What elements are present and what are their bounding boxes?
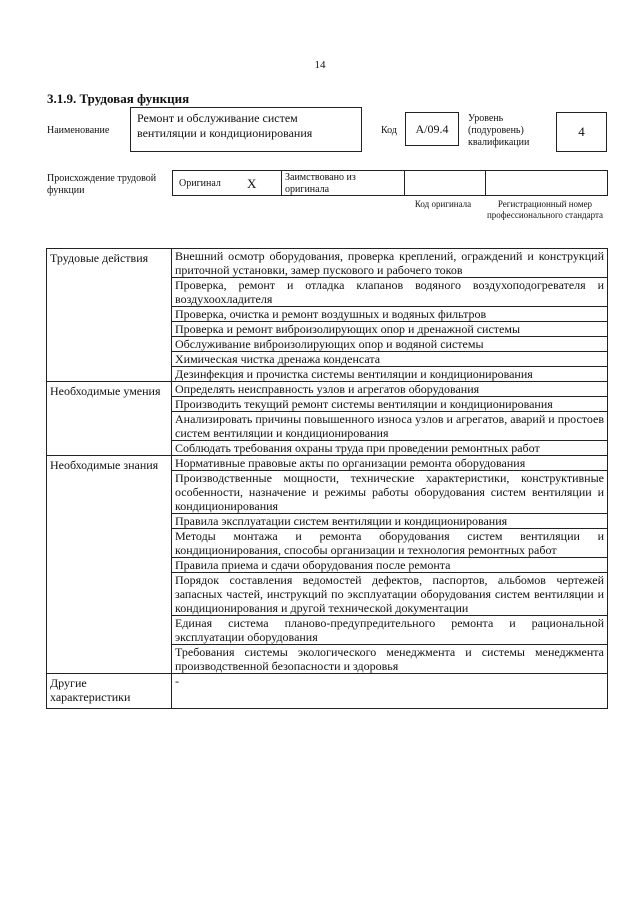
item-cell: Обслуживание виброизолирующих опор и водяной системы — [172, 337, 608, 352]
code-label: Код — [381, 125, 397, 136]
item-cell: Правила приема и сдачи оборудования после ремонта — [172, 558, 608, 573]
table-row — [47, 456, 608, 471]
origin-label: Происхождение трудовой функции — [47, 173, 157, 196]
item-cell: Химическая чистка дренажа конденсата — [172, 352, 608, 367]
item-cell: Определять неисправность узлов и агрегатов оборудования — [172, 382, 608, 397]
original-label: Оригинал — [179, 178, 221, 189]
table-row — [47, 674, 608, 709]
level-value-box: 4 — [556, 112, 607, 152]
table-row — [47, 382, 608, 397]
original-mark: X — [247, 176, 257, 191]
section-title: 3.1.9. Трудовая функция — [47, 91, 190, 106]
item-cell: Порядок составления ведомостей дефектов, паспортов, альбомов чертежей запасных частей, инструкций по эксплуатации оборудования систем вентиляции и кондиционирования и другой технической документации — [172, 573, 608, 616]
item-cell: Производственные мощности, технические характеристики, конструктивные особенности, назначение и режимы работы оборудования систем вентиляции и кондиционирования — [172, 471, 608, 514]
code-value-box: А/09.4 — [405, 112, 459, 146]
item-cell: - — [172, 674, 608, 709]
item-cell: Проверка, очистка и ремонт воздушных и водяных фильтров — [172, 307, 608, 322]
code-original-label: Код оригинала — [414, 199, 472, 209]
item-cell: Методы монтажа и ремонта оборудования систем вентиляции и кондиционирования, способы организации и технология ремонтных работ — [172, 529, 608, 558]
item-cell: Внешний осмотр оборудования, проверка креплений, ограждений и конструкций приточной установки, замер пускового и рабочего токов — [172, 249, 608, 278]
code-original-cell — [404, 171, 486, 195]
name-label: Наименование — [47, 125, 110, 136]
item-cell: Правила эксплуатации систем вентиляции и кондиционирования — [172, 514, 608, 529]
item-cell: Соблюдать требования охраны труда при проведении ремонтных работ — [172, 441, 608, 456]
level-label: Уровень (подуровень) квалификации — [468, 113, 530, 148]
category-cell: Необходимые умения — [47, 382, 172, 456]
reg-number-cell — [484, 171, 608, 195]
table-row — [47, 249, 608, 278]
item-cell: Единая система планово-предупредительного ремонта и рациональной эксплуатации оборудования — [172, 616, 608, 645]
borrowed-cell — [281, 171, 404, 195]
function-table — [46, 248, 608, 709]
function-name-box: Ремонт и обслуживание систем вентиляции и кондиционирования — [130, 107, 362, 152]
item-cell: Требования системы экологического менеджмента и системы менеджмента производственной безопасности и здоровья — [172, 645, 608, 674]
item-cell: Анализировать причины повышенного износа узлов и агрегатов, аварий и простоев систем вентиляции и кондиционирования — [172, 412, 608, 441]
origin-row — [172, 170, 608, 196]
item-cell: Проверка, ремонт и отладка клапанов водяного воздухоподогревателя и воздухоохладителя — [172, 278, 608, 307]
original-cell — [173, 171, 282, 195]
reg-number-label: Регистрационный номер профессионального стандарта — [486, 199, 604, 220]
category-cell: Необходимые знания — [47, 456, 172, 674]
page-number: 14 — [314, 59, 326, 71]
item-cell: Дезинфекция и прочистка системы вентиляции и кондиционирования — [172, 367, 608, 382]
item-cell: Проверка и ремонт виброизолирующих опор и дренажной системы — [172, 322, 608, 337]
item-cell: Нормативные правовые акты по организации ремонта оборудования — [172, 456, 608, 471]
category-cell: Трудовые действия — [47, 249, 172, 382]
item-cell: Производить текущий ремонт системы вентиляции и кондиционирования — [172, 397, 608, 412]
borrowed-label: Заимствовано из оригинала — [285, 172, 356, 195]
category-cell: Другие характеристики — [47, 674, 172, 709]
